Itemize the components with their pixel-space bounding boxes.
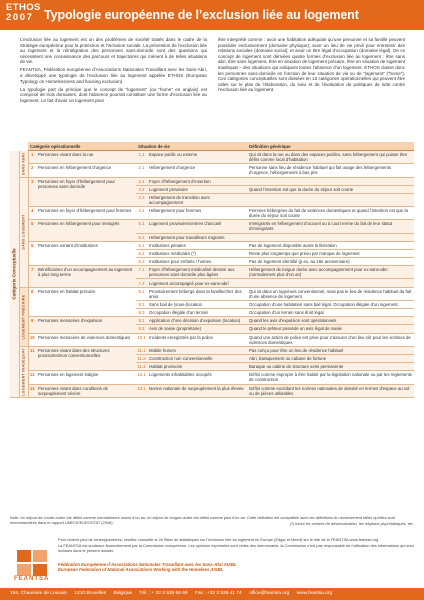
generic-definition: Défini comme excédant les normes nationales de densité en termes d’espace au sol ou de pièces utilisables — [247, 384, 414, 397]
living-situation: Institutions médicales (*) — [147, 249, 247, 257]
table-header-spacer — [10, 142, 28, 151]
situation-code: 6.3 — [136, 258, 147, 266]
generic-definition: Défini comme impropre à être habité par la législation nationale ou par les règlements de construction — [247, 371, 414, 384]
generic-definition: Pas de logement disponible avant la libération — [247, 241, 414, 249]
category-number: 11 — [28, 346, 36, 371]
table-row — [10, 151, 414, 164]
note-footnote: (*) Inclut les centres de désintoxication, les hôpitaux psychiatriques, etc. — [290, 521, 414, 526]
operational-category: Personnes en foyer d’hébergement pour personnes sans domicile — [36, 177, 136, 207]
living-situation: Habitat provisoire — [147, 363, 247, 371]
generic-definition: Occupation d’une habitation sans bail légal. Occupation illégale d’un logement. — [247, 300, 414, 308]
living-situation: Logement provisoire/centres d’accueil — [147, 220, 247, 233]
operational-category: Personnes sortant d’institutions — [36, 241, 136, 266]
contact-fax: Fax : +32 2 539 41 74 — [194, 591, 242, 596]
situation-code: 3.2 — [136, 185, 147, 193]
operational-category: Personnes en habitat précaire — [36, 287, 136, 317]
contact-city: 1210 Bruxelles — [74, 591, 107, 596]
table-row — [10, 207, 414, 220]
situation-code: 1.1 — [136, 151, 147, 164]
table-row — [10, 346, 414, 354]
operational-category: Personnes en foyer d’hébergement pour femmes — [36, 207, 136, 220]
group-label — [19, 346, 28, 397]
situation-code: 9.1 — [136, 317, 147, 325]
intro-paragraph: être interprété comme : avoir une habitation adéquate qu’une personne et sa famille peuvent posséder exclusivement (domaine physique); avoir un lieu de vie privé pour entretenir des relations sociales (domaine social); et avoir un titre légal d’occupation (domaine légal). De ce concept de logement sont dérivées quatre formes d’exclusion liée au logement : être sans abri, être sans logement, être en situation de logement précaire, être en situation de logement inadéquat – des situations qui indiquent toutes l’absence d’un logement. ETHOS classe donc les personnes sans-domicile en fonction de leur situation de vie ou de “logement” (“home”). Ces catégories conceptuelles sont divisées en 13 catégories opérationnelles qui peuvent être utiles sur le plan de l’élaboration, du suivi et de l’évaluation de politiques de lutte contre l’exclusion liée au logement. — [218, 37, 405, 93]
situation-code: 3.1 — [136, 177, 147, 185]
ethos-label: ETHOS — [6, 2, 41, 13]
living-situation: Logements inhabitables occupés — [147, 371, 247, 384]
situation-code: 11.1 — [137, 347, 146, 353]
situation-code: 5.2 — [136, 233, 147, 241]
intro-right-column — [218, 37, 405, 95]
concept-category-text: Catégorie Conceptuelle — [11, 248, 17, 300]
intro-paragraph: FEANTSA, Fédération européenne d’Associations Nationales Travaillant avec les Sans-Abri, a développé une typologie de l’exclusion liée au logement appelée ETHOS (European Typology on Homelessness and housing exclusion). — [20, 67, 207, 84]
typology-table-wrapper — [10, 142, 414, 398]
intro-paragraph: L’exclusion liée au logement est un des problèmes de société traités dans le cadre de la Stratégie européenne pour la protection et l’inclusion sociale. La prévention de l’exclusion liée au logement et la réintégration des personnes sans-domicile sont des questions qui nécessitent une connaissance des parcours et trajectoires qui mènent à de telles situations de vie. — [20, 37, 207, 65]
living-situation: Hébergement pour travailleurs migrants — [147, 233, 247, 241]
category-number: 1 — [28, 151, 36, 164]
category-number: 7 — [28, 266, 36, 287]
generic-definition: Quand l’intention est que la durée du séjour soit courte — [247, 185, 414, 193]
feantsa-wordmark: FEANTSA — [14, 576, 50, 582]
note-text: Note: Un séjour de courte durée est défini comme normalement moins d’un an; un séjour de longue durée est défini comme plus d’un an. Cette définition est compatible avec les définitions du recensement telles qu’elles sont recommandées dans le rapport UNECE/EUROSTAT (2006). — [10, 515, 395, 525]
living-situation: Foyer d’hébergement d’insertion — [147, 177, 247, 185]
generic-definition: Abri, baraquement ou cabane de fortune — [247, 354, 414, 362]
situation-code: 9.2 — [136, 325, 147, 333]
category-number: 5 — [28, 220, 36, 241]
operational-category: Personnes en hébergement d’urgence — [36, 164, 136, 177]
operational-category: Personnes vivant dans des structures provisoires/non conventionnelles — [36, 346, 136, 371]
intro-paragraph: La typologie part du principe que le concept de “logement” (ou “home” en anglais) est composé de trois domaines, dont l’absence pourrait constituer une forme d’exclusion liée au logement. Le fait d’avoir un logement peut — [20, 86, 207, 103]
table-row — [10, 241, 414, 249]
category-number: 3 — [28, 177, 36, 207]
generic-definition: Qui vit dans la rue ou dans des espaces publics, sans hébergement qui puisse être défini comme local d’habitation — [247, 151, 414, 164]
category-number: 2 — [28, 164, 36, 177]
typology-table — [10, 142, 414, 398]
living-situation: Hébergement d’urgence — [147, 164, 247, 177]
table-header-situation: Situation de vie — [136, 142, 247, 151]
federation-name-fr: Fédération Européenne d’Associations Nationales Travaillant avec les Sans-Abri AISBL — [58, 562, 237, 567]
operational-category: Personnes vivant dans la rue — [36, 151, 136, 164]
situation-code: 4.1 — [136, 207, 147, 220]
living-situation: Sans bail de (sous-)location — [147, 300, 247, 308]
group-label-text: SANS LOGEMENT — [21, 214, 25, 250]
generic-definition: Baraque ou cabine de structure semi permanente — [247, 363, 414, 371]
group-label — [19, 177, 28, 287]
table-row — [10, 220, 414, 233]
situation-code: 8.2 — [136, 300, 147, 308]
group-label-text: SANS ABRI — [21, 152, 25, 175]
generic-definition — [247, 193, 414, 206]
situation-code: 8.1 — [136, 287, 147, 300]
concept-category-label — [10, 151, 19, 398]
situation-code: 7.2 — [136, 279, 147, 287]
operational-category: Personnes vivant dans conditions de surpeuplement sévère — [36, 384, 136, 397]
living-situation: Incidents enregistrés par la police — [147, 333, 247, 346]
living-situation: Avis de saisie (propriétaire) — [147, 325, 247, 333]
situation-code: 11.3 — [137, 364, 146, 370]
generic-definition: Occupation d’un terrain sans droit légal — [247, 309, 414, 317]
footer-paragraph: Pour obtenir plus de renseignements, veuillez consulter le 2e Bilan de statistiques sur l’exclusion liée au logement en Europe (Edgar et Meert) sur le site de la FEANTSA www.feantsa.org — [58, 537, 379, 542]
category-number: 9 — [28, 317, 36, 333]
living-situation: Hébergement de transition avec accompagnement — [147, 193, 247, 206]
situation-code: 7.1 — [136, 266, 147, 279]
header-bar — [0, 0, 424, 30]
generic-definition: Hébergement de longue durée avec accompagnement pour ex-sans-abri (normalement plus d’un an) — [247, 266, 414, 279]
contact-country: Belgique — [113, 591, 133, 596]
generic-definition: Reste plus longtemps que prévu par manque de logement — [247, 249, 414, 257]
living-situation: Occupation illégale d’un terrain — [147, 309, 247, 317]
table-row — [10, 266, 414, 279]
intro-left-column — [20, 37, 207, 106]
ethos-logo — [6, 3, 40, 23]
federation-names — [58, 562, 237, 573]
category-number: 10 — [28, 333, 36, 346]
generic-definition: Quand une action de police est prise pour s’assurer d’un lieu sûr pour les victimes de violences domestiques — [247, 333, 414, 346]
operational-category: Personnes menacées d’expulsion — [36, 317, 136, 333]
living-situation: Foyer d’hébergement médicalisé destiné aux personnes sans domicile plus âgées — [147, 266, 247, 279]
living-situation: Espace public ou externe — [147, 151, 247, 164]
category-number: 4 — [28, 207, 36, 220]
table-header-row — [10, 142, 414, 151]
table-header-definition: Définition générique — [247, 142, 414, 151]
table-row — [10, 333, 414, 346]
operational-category: Personnes en hébergement pour immigrés — [36, 220, 136, 241]
living-situation: Institutions pour enfants / homes — [147, 258, 247, 266]
page-title: Typologie européenne de l’exclusion liée au logement — [44, 8, 359, 22]
situation-code: 3.3 — [136, 193, 147, 206]
situation-code: 12.1 — [136, 371, 147, 384]
living-situation: Hébergement pour femmes — [147, 207, 247, 220]
table-row — [10, 287, 414, 300]
generic-definition: Quand les avis d’expulsion sont opérationnels — [247, 317, 414, 325]
situation-code: 10.1 — [136, 333, 147, 346]
situation-code: 8.3 — [136, 309, 147, 317]
living-situation: Logement provisoire — [147, 185, 247, 193]
generic-definition: Immigrants en hébergement d’accueil ou à court terme du fait de leur statut d’immigrants — [247, 220, 414, 233]
group-label-text: LOGEMENT INADÉQUAT — [21, 347, 25, 396]
situation-code: 11.2 — [137, 356, 146, 362]
table-header-operational: Catégorie opérationnelle — [28, 142, 136, 151]
contact-bar — [0, 588, 424, 600]
group-label — [19, 151, 28, 177]
situation-code: 6.2 — [136, 249, 147, 257]
living-situation: Application d’une décision d’expulsion (location) — [147, 317, 247, 325]
group-label-text: LOGEMENT PRÉCAIRE — [21, 294, 25, 340]
generic-definition — [247, 279, 414, 287]
generic-definition: Quand le prêteur possède un avis légal de saisie — [247, 325, 414, 333]
operational-category: Personnes menacées de violences domestiques — [36, 333, 136, 346]
table-note — [10, 516, 414, 526]
contact-website-link[interactable]: www.feantsa.org — [296, 591, 333, 596]
operational-category: Bénéficiaires d’un accompagnement au logement à plus long terme — [36, 266, 136, 287]
footer-paragraph: La FEANTSA est soutenue financièrement par la Commission européenne. Les opinions exprimées sont celles des intervenants, la Commission n’est pas responsable de l’utilisation des informations qui sont incluses dans le présent dossier. — [58, 543, 414, 554]
living-situation: Construction non conventionnelle — [147, 354, 247, 362]
category-number: 8 — [28, 287, 36, 317]
federation-name-en: European Federation of National Associations Working with the Homeless AISBL — [58, 567, 224, 573]
generic-definition: Pas de logement identifié (p.ex. au 18e anniversaire) — [247, 258, 414, 266]
contact-email-link[interactable]: office@feantsa.org — [249, 591, 290, 596]
generic-definition: Personne sans lieu de résidence habituel qui fait usage des hébergements d’urgence, hébergements à bas prix — [247, 164, 414, 177]
situation-code: 2.1 — [136, 164, 147, 177]
generic-definition — [247, 233, 414, 241]
operational-category: Personnes en logement indigne — [36, 371, 136, 384]
contact-address: 194, Chaussée de Louvain — [10, 591, 68, 596]
generic-definition: Qui vit dans un logement conventionnel, mais pas le lieu de résidence habituel du fait d’une absence de logement — [247, 287, 414, 300]
generic-definition: Pas conçu pour être un lieu de résidence habituel — [247, 346, 414, 354]
category-number: 12 — [28, 371, 36, 384]
situation-code: 6.1 — [136, 241, 147, 249]
living-situation: Mobile homes — [147, 346, 247, 354]
living-situation: Norme nationale de surpeuplement la plus élevée — [147, 384, 247, 397]
group-label — [19, 287, 28, 346]
situation-code: 13.1 — [136, 384, 147, 397]
table-body — [10, 151, 414, 398]
table-row — [10, 371, 414, 384]
living-situation: Provisoirement hébergé dans la famille/chez des amis — [147, 287, 247, 300]
living-situation: Logement accompagné pour ex-sans-abri — [147, 279, 247, 287]
category-number: 13 — [28, 384, 36, 397]
table-row — [10, 384, 414, 397]
ethos-year: 2007 — [6, 12, 34, 23]
generic-definition — [247, 177, 414, 185]
living-situation: Institutions pénales — [147, 241, 247, 249]
generic-definition: Femmes hébergées du fait de violences domestiques et quand l’intention est que la durée du séjour soit courte — [247, 207, 414, 220]
category-number: 6 — [28, 241, 36, 266]
table-row — [10, 164, 414, 177]
footer-info — [58, 538, 414, 556]
table-row — [10, 177, 414, 185]
table-row — [10, 317, 414, 325]
situation-code: 5.1 — [136, 220, 147, 233]
contact-phone: Tél. : + 32 2 538 66 69 — [139, 591, 188, 596]
